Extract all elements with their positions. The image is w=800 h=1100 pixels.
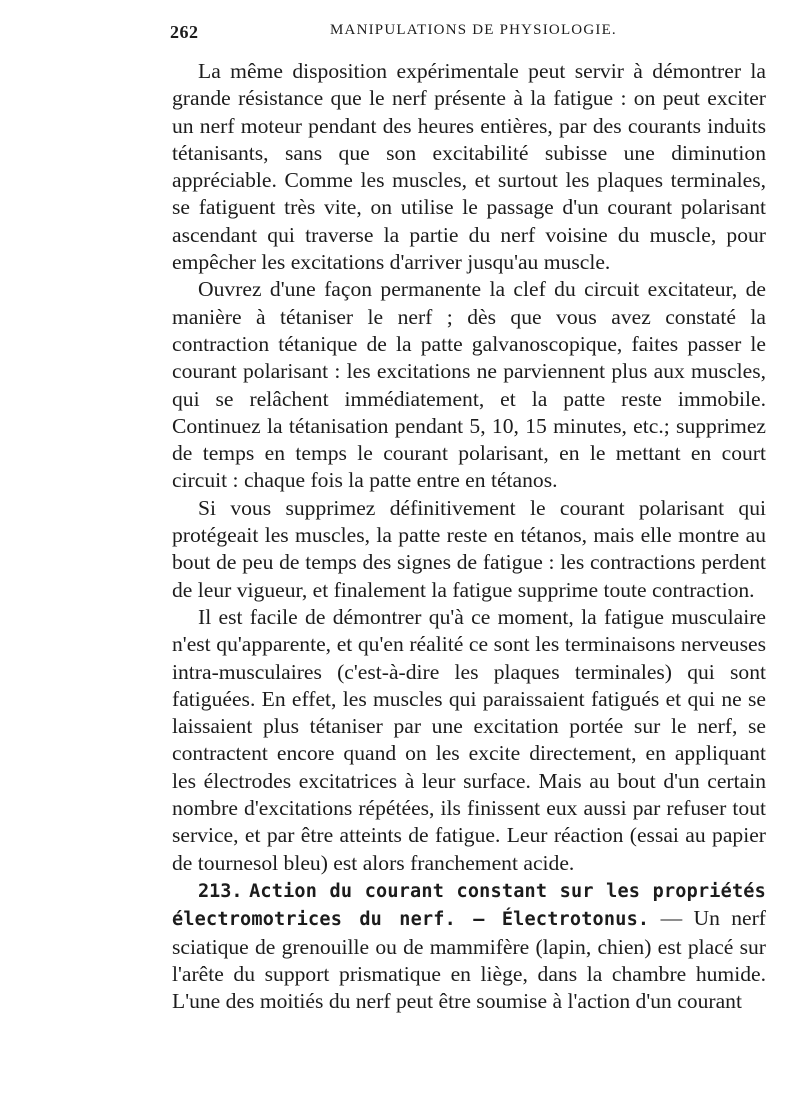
body-text xyxy=(172,58,766,1015)
section-title: Action du courant constant sur les propriétés électromotrices du nerf. — Électrotonus. xyxy=(172,880,766,931)
paragraph: Ouvrez d'une façon permanente la clef du circuit excitateur, de manière à tétaniser le nerf ; dès que vous avez constaté la contraction tétanique de la patte galvanoscopique, faites passer le courant polarisant : les excitations ne parviennent plus aux muscles, qui se relâchent immédiatement, et la patte reste immobile. Continuez la tétanisation pendant 5, 10, 15 minutes, etc.; supprimez de temps en temps le courant polarisant, en le mettant en court circuit : chaque fois la patte entre en tétanos. xyxy=(172,277,766,493)
paragraph: Il est facile de démontrer qu'à ce moment, la fatigue musculaire n'est qu'apparente, et qu'en réalité ce sont les terminaisons nerveuses intra-musculaires (c'est-à-dire les plaques terminales) qui sont fatiguées. En effet, les muscles qui paraissaient fatigués et qui ne se laissaient plus tétaniser par une excitation portée sur le nerf, se contractent encore quand on les excite directement, en appliquant les électrodes excitatrices à leur surface. Mais au bout d'un certain nombre d'excitations répétées, ils finissent eux aussi par refuser tout service, et par être atteints de fatigue. Leur réaction (essai au papier de tournesol bleu) est alors franchement acide. xyxy=(172,604,766,875)
paragraph: La même disposition expérimentale peut servir à démontrer la grande résistance que le nerf présente à la fatigue : on peut exciter un nerf moteur pendant des heures entières, par des courants induits tétanisants, sans que son excitabilité subisse une diminution appréciable. Comme les muscles, et surtout les plaques terminales, se fatiguent très vite, on utilise le passage d'un courant polarisant ascendant qui traverse la partie du nerf voisine du muscle, pour empêcher les excitations d'arriver jusqu'au muscle. xyxy=(172,59,766,275)
running-title: MANIPULATIONS DE PHYSIOLOGIE. xyxy=(330,22,617,38)
paragraph: Si vous supprimez définitivement le courant polarisant qui protégeait les muscles, la patte reste en tétanos, mais elle montre au bout de peu de temps des signes de fatigue : les contractions perdent de leur vigueur, et finalement la fatigue supprime toute contraction. xyxy=(172,495,766,602)
page-header xyxy=(170,22,770,52)
section-paragraph xyxy=(172,877,766,1015)
section-number: 213. xyxy=(198,880,243,902)
section-text: — Un nerf sciatique de grenouille ou de mammifère (lapin, chien) est placé sur l'arête du support prismatique en liège, dans la chambre humide. L'une des moitiés du nerf peut être soumise à l'action d'un courant xyxy=(172,906,766,1014)
page-number: 262 xyxy=(170,22,199,42)
